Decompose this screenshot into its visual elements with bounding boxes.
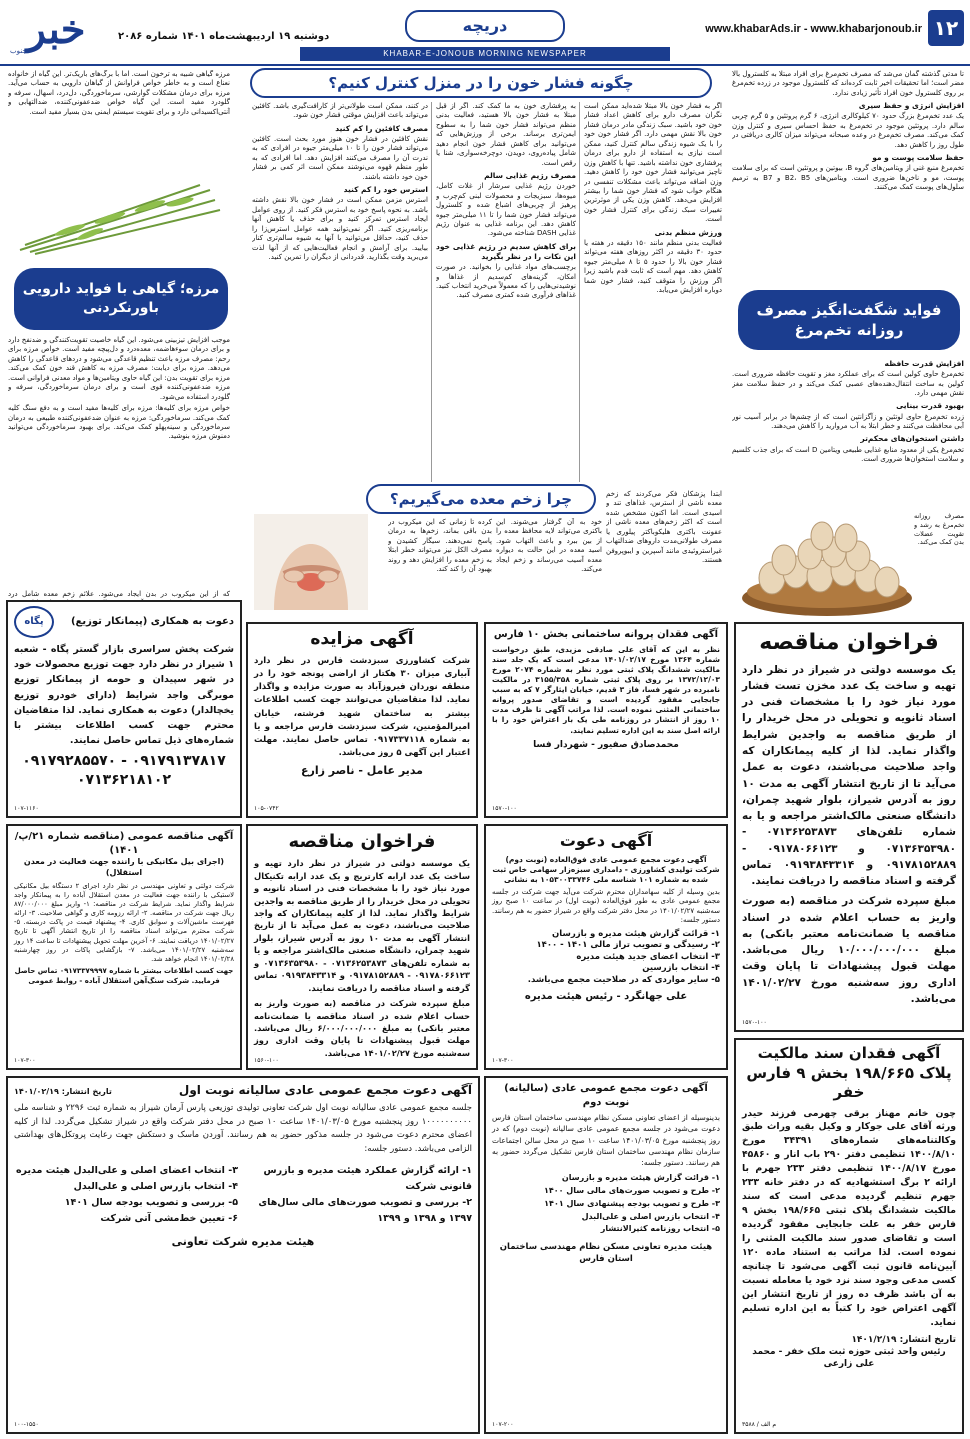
eggs-photo xyxy=(732,510,914,618)
eggs-heading-5: داشتن استخوان‌های محکم‌تر xyxy=(860,434,964,444)
lost-permit-code: ۱۵۷۰-۱۰۰ xyxy=(492,804,517,812)
bp-col2-text-b: خوردن رژیم غذایی سرشار از غلات کامل، میوه‌ها، سبزیجات و محصولات لبنی کم‌چرب و پرهیز از چربی‌های اشباع شده و کلسترول می‌تواند فشار خون شما را تا ۱۱ میلی‌متر جیوه کاهش دهد. این برنامه غذایی به عنوان رژیم غذایی DASH شناخته می‌شود. xyxy=(436,182,576,238)
bp-heading-caffeine: مصرف کافئین را کم کنید xyxy=(335,123,428,133)
bp-col2-text: به پرفشاری خون به ما کمک کند. اگر از قبل مبتلا به فشار خون بالا هستید، فعالیت بدنی منظم می‌تواند فشار خون شما را به سطوح ایمن‌تری برساند. برخی از ورزش‌هایی که می‌توانید برای کاهش فشار خون انجام دهید شامل پیاده‌روی، دویدن، دوچرخه‌سواری، شنا یا رقص است. xyxy=(436,102,576,167)
eggs-banner: فواید شگفت‌انگیز مصرف روزانه تخم‌مرغ xyxy=(738,290,960,350)
ulcer-title: چرا زخم معده می‌گیریم؟ xyxy=(366,484,596,514)
dealer-title: دعوت به همکاری (پیمانکار توزیع) xyxy=(70,616,234,628)
savory-body xyxy=(8,336,230,586)
eggs-heading-3: افزایش قدرت حافظه xyxy=(884,359,964,368)
coop-meeting-ad xyxy=(484,1076,728,1434)
issue-date: دوشنبه ۱۹ اردیبهشت‌ماه ۱۴۰۱ شماره ۲۰۸۶ xyxy=(118,31,330,42)
section-title: دریچه xyxy=(405,10,565,42)
public-tender-subtitle: (اجرای بیل مکانیکی با راننده جهت فعالیت در معدن استقلال) xyxy=(23,857,225,877)
lost-deed-date: تاریخ انتشار: ۱۴۰۱/۲/۱۹ xyxy=(851,1334,956,1345)
general-meeting-agenda xyxy=(492,929,720,986)
eggs-heading-1: افزایش انرژی و حفظ سیری xyxy=(858,101,964,111)
general-meeting-title: آگهی دعوت xyxy=(559,831,653,850)
auction-footer: مدیر عامل - ناصر زارع xyxy=(301,764,423,778)
eggs-article-bottom xyxy=(732,356,964,506)
ulcer-column-3: کرده تا زمانی که این میکروب در بدن باقی بماند، زخم‌ها به درمان پاسخ نمی‌دهند. سیگار کشیدن و مصرف الکل نیز می‌تواند خطر ابتلا به زخم معده را افزایش دهد و روند بهبود آن را کند کند. xyxy=(388,518,492,574)
tender-2-code: ۱۵۶۰-۱۰۰ xyxy=(254,1056,279,1064)
tender-1-footer: مبلغ سپرده شرکت در مناقصه (به صورت واریز به حساب اعلام شده در اسناد مناقصه یا ضمانت‌نامه معتبر بانکی) به مبلغ ۱۰/۰۰۰/۰۰۰/۰۰۰ ریال می‌باشد. مهلت قبول پیشنهادات تا پایان وقت اداری روز سه‌شنبه مورخ ۱۴۰۱/۰۲/۲۷ می‌باشد. xyxy=(742,895,956,1005)
bp-col3-text: در کنند، ممکن است طولانی‌تر از کارافت‌گیری باشد. کافئین می‌تواند باعث افزایش موقتی فشار خون شود. xyxy=(252,102,428,120)
auction-body: شرکت کشاورزی سبزدشت فارس در نظر دارد آبیاری میزان ۳۰ هکتار از اراضی پونجه خود را در منطقه نوردان فیروزآباد به صورت مزایده و واگذار نماید. لذا متقاضیان می‌توانند جهت کسب اطلاعات بیشتر به ساختمان شهید فرشته، خیابان امیرالمؤمنین، شرکت سبزدشت فارس مراجعه و یا به شماره ۰۹۱۷۳۳۷۱۱۸ تماس حاصل نمایند. مهلت اعتبار این آگهی ۵ روز می‌باشد. xyxy=(254,655,470,759)
tender-ad-1 xyxy=(734,622,964,1032)
dealer-phones[interactable]: ۰۹۱۷۹۲۸۵۵۷۰ - ۰۹۱۷۹۱۳۷۸۱۷ xyxy=(22,753,226,770)
dealer-code: ۱۰۷-۱۱۶۰ xyxy=(14,804,39,812)
lost-permit-footer: محمدصادق صفیور - شهردار فسا xyxy=(533,739,679,750)
lost-deed-ad xyxy=(734,1038,964,1434)
dealer-phone-2[interactable]: ۰۷۱۳۶۲۱۸۱۰۲ xyxy=(77,772,171,789)
agenda-item: ۴- انتخاب بازرس اصلی و علی‌البدل xyxy=(581,1211,720,1221)
tender-1-body: یک موسسه دولتی در شیراز در نظر دارد تهیه و ساخت یک عدد مخزن تست فشار مورد نیاز خود را با مشخصات فنی در اسناد ثانویه و تحویلی در محل خریدار را از طریق مناقصه به واجدین شرایط واگذار نماید. لذا از کلیه پیمانکاران که واجد صلاحیت می‌باشند، دعوت به عمل می‌آید تا از تاریخ انتشار آگهی به مدت ۱۰ روز به آدرس شیراز، بلوار شهید چمران، دانشگاه صنعتی مالک‌اشتر مراجعه و یا به شماره تلفن‌های ۰۷۱۳۶۲۵۳۸۷۳ - ۰۷۱۳۶۳۵۳۹۸۰ و ۰۹۱۷۸۰۶۶۱۲۳ - ۰۹۱۷۸۱۵۲۸۸۹ و ۰۹۱۹۳۸۴۳۳۱۴ تماس گرفته و اسناد مناقصه را دریافت نمایند. xyxy=(742,663,957,888)
agenda-item: ۳- انتخاب اعضای جدید هیئت مدیره xyxy=(576,951,720,962)
coop-meeting-body: بدینوسیله از اعضای تعاونی مسکن نظام مهندسی ساختمان استان فارس دعوت می‌شود در جلسه مجمع عمومی عادی سالیانه (نوبت دوم) که در روز پنجشنبه مورخ ۱۴۰۱/۰۳/۰۵ ساعت ۱۰ صبح در محل سالن اجتماعات سازمان نظام مهندسی ساختمان استان فارس تشکیل می‌گردد حضور به هم رسانند. دستور جلسه: xyxy=(492,1113,720,1167)
savory-intro: مرزه گیاهی شبیه به ترخون است. اما با برگ‌های باریک‌تر. این گیاه از خانواده نعناع است و به خاطر خواص فراوانش از گیاهان دارویی به حساب می‌آید. مرزه برای درمان مشکلات گوارشی، سرماخوردگی، دل‌درد، اسهال، سرفه و گلودرد مفید است. این گیاه خواص ضدعفونی‌کننده، ضدالتهابی و آنتی‌اکسیدانی دارد و برای تقویت سیستم ایمنی بدن بسیار مفید است. xyxy=(8,70,230,116)
ulcer-column-1: ابتدا پزشکان فکر می‌کردند که زخم معده ناشی از استرس، غذاهای تند و اسیدی است. اما اکنون مشخص شده است که اکثر زخم‌های معده ناشی از عفونت باکتری هلیکوباکتر پیلوری یا مصرف طولانی‌مدت داروهای ضدالتهاب غیراستروئیدی مانند آسپرین و ایبوپروفن هستند. xyxy=(606,490,722,565)
auction-code: ۱۰۵-۰۷۴۲ xyxy=(254,804,279,812)
logo-subtitle: جنوب xyxy=(10,46,27,55)
ulcer-column-2: خود به آن گرفتار می‌شوند. این باکتری می‌تواند لایه محافظ معده را از بین ببرد و باعث التهاب شود. اسید معده در این حالت به دیواره معده آسیب می‌رساند و زخم ایجاد می‌کند. xyxy=(496,518,602,574)
bp-column-2 xyxy=(436,102,576,486)
dealer-body: شرکت پخش سراسری بازار گستر پگاه - شعبه ۱ شیراز در نظر دارد جهت توزیع محصولات خود در شهر سپیدان و حومه از پیمانکار توزیع مویرگی واجد شرایط (دارای خودرو توزیع یخچالدار) دعوت به همکاری نماید. لذا متقاضیان محترم جهت کسب اطلاعات بیشتر با شماره‌های ذیل تماس حاصل نمایند. xyxy=(14,644,234,747)
eggs-para-5: تخم‌مرغ یکی از معدود منابع غذایی طبیعی ویتامین D است که برای جذب کلسیم و سلامت استخوان‌ها ضروری است. xyxy=(732,445,964,463)
agenda-item: ۵- بررسی و تصویب بودجه سال ۱۴۰۱ xyxy=(64,1196,238,1208)
bp-col3-text-c: استرس مزمن ممکن است در فشار خون بالا نقش داشته باشد. به نحوه پاسخ خود به استرس فکر کنید. از روی عوامل ایجاد استرس تمرکز کنید و برای حذف یا کاهش آنها برنامه‌ریزی کنید. اگر نمی‌توانید همه عوامل استرس‌زا را حذف کنید، حداقل می‌توانید با آنها به شیوه سالم‌تری کنار بیایید. برای آرامش و انجام فعالیت‌هایی که از آنها لذت می‌برید وقت بگذارید. قدردانی از دیگران را تمرین کنید. xyxy=(252,196,428,261)
tender-2-body: یک موسسه دولتی در شیراز در نظر دارد تهیه و ساخت یک عدد ارابه کارتریج و یک عدد ارابه تکنیکال مورد نیاز خود را با مشخصات فنی در اسناد ثانویه و تحویلی در محل خریدار را از طریق مناقصه به واجدین شرایط واگذار نماید. لذا از کلیه پیمانکاران که واجد صلاحیت می‌باشند، دعوت به عمل می‌آید تا از تاریخ انتشار آگهی به مدت ۱۰ روز به آدرس شیراز، بلوار شهید چمران، دانشگاه صنعتی مالک‌اشتر مراجعه و یا به شماره تلفن‌های ۰۷۱۳۶۲۵۳۸۷۳ - ۰۷۱۳۶۳۵۳۹۸۰ و ۰۹۱۷۸۰۶۶۱۲۳ - ۰۹۱۷۸۱۵۲۸۸۹ و ۰۹۱۹۳۸۴۳۳۱۴ تماس گرفته و اسناد مناقصه را دریافت نمایند. xyxy=(253,858,470,993)
lost-deed-title: آگهی فقدان سند مالکیت پلاک ۱۹۸/۶۶۵ بخش ۹ فارس خفر xyxy=(746,1044,952,1101)
auction-title: آگهی مزایده xyxy=(310,629,414,649)
lost-permit-title: آگهی فقدان پروانه ساختمانی بخش ۱۰ فارس xyxy=(493,629,719,640)
agenda-item: ۲- طرح و تصویب صورت‌های مالی سال ۱۴۰۰ xyxy=(543,1186,720,1196)
eggs-heading-2: حفظ سلامت پوست و مو xyxy=(872,153,964,163)
eggs-para-4: زرده تخم‌مرغ حاوی لوتئین و زآگزانتین است که از چشم‌ها در برابر آسیب نور آبی محافظت می‌کنند و خطر ابتلا به آب مروارید را کاهش می‌دهند. xyxy=(732,412,964,430)
annual-meeting-ad xyxy=(6,1076,480,1434)
agenda-item: ۱- قرائت گزارش هیئت مدیره و بازرسان xyxy=(552,928,720,939)
lost-deed-footer: رئیس واحد ثبتی حوزه ثبت ملک خفر - محمد علی زارعی xyxy=(752,1346,946,1369)
agenda-item: ۵- سایر مواردی که در صلاحیت مجمع می‌باشد. xyxy=(527,974,720,985)
tender-2-footer: مبلغ سپرده شرکت در مناقصه (به صورت واریز به حساب اعلام شده در اسناد مناقصه یا ضمانت‌نامه معتبر بانکی) به مبلغ ۶/۰۰۰/۰۰۰/۰۰۰ ریال می‌باشد. مهلت قبول پیشنهادات تا پایان وقت اداری روز سه‌شنبه مورخ ۱۴۰۱/۰۲/۲۷ می‌باشد. xyxy=(254,998,470,1058)
herb-photo xyxy=(10,180,228,260)
eggs-para-2: تخم‌مرغ منبع غنی از ویتامین‌های گروه B، بیوتین و پروتئین است که برای سلامت پوست، مو و ناخن‌ها ضروری است. ویتامین‌های B2، B5 و B7 به ترمیم سلول‌های پوست کمک می‌کنند. xyxy=(732,164,964,192)
agenda-item: ۲- رسیدگی و تصویب تراز مالی ۱۴۰۱ - ۱۴۰۰ xyxy=(536,940,720,951)
agenda-item: ۴- انتخاب بازرسین xyxy=(642,963,720,974)
general-meeting-body: بدین وسیله از کلیه سهامداران محترم شرکت می‌آید جهت شرکت در جلسه مجمع عمومی عادی به طور فوق‌العاده (نوبت اول) در ساعت ۱۰ صبح روز سه‌شنبه ۱۴۰۱/۰۲/۲۷ در محل دفتر شرکت واقع در شیراز حضور به هم رسانند. دستور جلسه: xyxy=(492,887,721,925)
annual-meeting-agenda xyxy=(14,1163,472,1228)
eggs-heading-4: بهبود قدرت بینایی xyxy=(896,401,964,411)
public-tender-code: ۱۰۷-۳۰۰ xyxy=(14,1056,36,1064)
coop-meeting-footer: هیئت مدیره تعاونی مسکن نظام مهندسی ساختمان استان فارس xyxy=(499,1242,713,1264)
savory-banner: مرزه؛ گیاهی با فواید دارویی باورنکردنی xyxy=(14,268,228,330)
general-meeting-code: ۱۰۷-۳۰۰ xyxy=(492,1056,514,1064)
annual-meeting-footer: هیئت مدیره شرکت تعاونی xyxy=(171,1235,315,1249)
masthead xyxy=(0,0,970,66)
general-meeting-subtitle: آگهی دعوت مجمع عمومی عادی فوق‌العاده (نوبت دوم) شرکت تولیدی کشاورزی - دامداری سبزه‌زار سهامی خاص ثبت شده به شماره ۱۰۱ شناسه ملی ۱۰۵۳۰۰۳۳۷۴۶ به نشانی xyxy=(492,854,720,884)
eggs-para-1: یک عدد تخم‌مرغ بزرگ حدود ۷۰ کیلوکالری انرژی، ۶ گرم پروتئین و ۵ گرم چربی سالم دارد. پروتئین موجود در تخم‌مرغ به حفظ احساس سیری و کنترل وزن کمک می‌کند. مصرف تخم‌مرغ در وعده صبحانه می‌تواند میزان کالری دریافتی در طول روز را کاهش دهد. xyxy=(732,112,964,149)
general-meeting-ad xyxy=(484,824,728,1070)
annual-meeting-body: جلسه مجمع عمومی عادی سالیانه نوبت اول شرکت تعاونی تولیدی توزیعی پارس آرمان شیراز به شماره ثبت ۲۲۹۶ و شناسه ملی ۱۰۰۰۰۰۰۰۰۰۰ روز پنجشنبه مورخ ۱۴۰۱/۰۳/۰۵ ساعت ۱۰ صبح در محل دفتر شرکت واقع در شیراز تشکیل می‌گردد. لذا از کلیه اعضای محترم دعوت می‌شود در جلسه مذکور حضور به هم رسانند. آوردن ماسک و دستکش جهت رعایت پروتکل‌های بهداشتی الزامی می‌باشد. دستور جلسه: xyxy=(14,1103,472,1154)
public-tender-footer: جهت کسب اطلاعات بیشتر با شماره ۰۹۱۷۳۳۷۹۹۹۷ تماس حاصل فرمایید. شرکت سنگ‌آهن استقلال آباده - روابط عمومی xyxy=(14,967,234,985)
annual-meeting-title: آگهی دعوت مجمع عمومی عادی سالیانه نوبت اول xyxy=(178,1083,472,1097)
lost-permit-body: نظر به این که آقای علی صادقی مزیدی، طبق درخواست شماره ۱۳۶۴ مورخ ۱۴۰۱/۰۲/۱۷ مدعی است که یک جلد سند مالکیت ششدانگ پلاک ثبتی مورد نظر به شماره ۲۰۷۴ مورخ ۱۳۷۲/۱۲/۰۳ بر روی پلاک ثبتی شماره ۳۱۵۵/۳۵۸ در مالکیت نامبرده در شهر فسا، فاز ۳ قدیم، خیابان ایثارگر ۷ که به سبب جابجایی مفقود گردیده است و تقاضای صدور پروانه ساختمانی المثنی نموده است. لذا مراتب آگهی تا ظرف مدت ۱۰ روز از انتشار در روزنامه طی یک بار اعتراض خود را با ارائه اصل سند به این اداره تسلیم نمایند. xyxy=(492,644,720,735)
lost-deed-body: چون خانم مهناز برقی چهرمی فرزند حیدر ورثه آقای علی جوکار و وکیل بقیه وراث طبق وکالتنامه‌های شماره‌های ۳۴۳۹۱ مورخ ۱۴۰۰/۸/۱۰ تنظیمی دفتر ۲۹۰ باب انار و ۴۵۸۶۰ مورخ ۱۴۰۰/۸/۱۷ تنظیمی دفتر ۲۳۳ جهرم با ارائه ۲ برگ استشهادیه که در دفتر خانه ۲۳۳ جهرم تنظیم گردیده مدعی است که سند مالکیت ششدانگ پلاک ثبتی ۱۹۸/۶۶۵ بخش ۹ فارس خفر به علت جابجایی مفقود گردیده است و تقاضای صدور سند مالکیت المثنی را نموده است. لذا مراتب به استناد ماده ۱۲۰ آیین‌نامه قانون ثبت آگهی می‌شود تا چنانچه کسی مدعی وجود سند نزد خود یا معامله نسبت به آن باشد ظرف ده روز از تاریخ انتشار این آگهی اعتراض خود را کتباً به این اداره تسلیم نماید. xyxy=(742,1107,956,1328)
agenda-item: ۲- بررسی و تصویب صورت‌های مالی سال‌های ۱۳۹۷ و ۱۳۹۸ و ۱۳۹۹ xyxy=(258,1196,472,1224)
agenda-item: ۶- تعیین خط‌مشی آتی شرکت xyxy=(100,1212,238,1224)
coop-meeting-code: ۱۰۷-۲۰۰ xyxy=(492,1420,514,1428)
lost-deed-code: ۳۵۸۸ / م الف xyxy=(742,1420,777,1428)
public-tender-body: شرکت دولتی و تعاونی مهندسی در نظر دارد اجرای ۲ دستگاه بیل مکانیکی لاستیکی با راننده جهت فعالیت در معدن استقلال آباده را به پیمانکار واجد شرایط واگذار نماید. شرایط شرکت در مناقصه: ۱- واریز مبلغ ۸۷/۰۰۰/۰۰۰ ریال جهت شرکت در مناقصه. ۲- ارائه رزومه کاری و گواهی صلاحیت. ۳- ارائه فهرست ماشین‌آلات و سوابق کاری. ۴- پیشنهاد قیمت در پاکت دربسته. ۵- شرکت محترم می‌تواند اسناد مناقصه را از تاریخ انتشار آگهی تا تاریخ ۱۴۰۱/۰۲/۲۷ دریافت نمایند. ۶- آخرین مهلت تحویل پیشنهادات تا ساعت ۱۴ روز سه‌شنبه ۱۴۰۱/۰۲/۲۷ می‌باشد. ۷- بازگشایی پاکات در روز چهارشنبه ۱۴۰۱/۰۲/۲۸ انجام خواهد شد. xyxy=(14,881,235,963)
eggs-caption: مصرف روزانه تخم‌مرغ به رشد و تقویت عضلات بدن کمک می‌کند. xyxy=(914,512,964,547)
bp-heading-stress: استرس خود را کم کنید xyxy=(343,185,428,195)
savory-body-2: خواص مرزه برای کلیه‌ها: مرزه برای کلیه‌ها مفید است و به دفع سنگ کلیه کمک می‌کند. سرماخوردگی: مرزه به عنوان ضدعفونی‌کننده طبیعی به درمان سرماخوردگی و سینه‌پهلو کمک می‌کند. برای بهبود سرماخوردگی می‌توانید دمنوش مرزه بنوشید. xyxy=(8,404,230,441)
agenda-item: ۱- ارائه گزارش عملکرد هیئت مدیره و بازرس قانونی شرکت xyxy=(263,1164,472,1192)
bp-col1-text-b: فعالیت بدنی منظم مانند ۱۵۰ دقیقه در هفته یا حدود ۳۰ دقیقه در اکثر روزهای هفته می‌تواند فشار خون بالا را حدود ۵ تا ۸ میلی‌متر جیوه کاهش دهد. مهم است که ثابت قدم باشید زیرا اگر ورزش را متوقف کنید، فشار خون شما دوباره افزایش می‌یابد. xyxy=(584,238,722,294)
general-meeting-footer: علی جهانگرد - رئیس هیئت مدیره xyxy=(524,991,688,1003)
newspaper-logo xyxy=(8,4,104,58)
pegah-logo: پگاه xyxy=(14,606,54,638)
eggs-para-3: تخم‌مرغ حاوی کولین است که برای عملکرد مغز و تقویت حافظه ضروری است. کولین به ساخت انتقال‌دهنده‌های عصبی کمک می‌کند و در حفظ سلامت مغز نقش مهمی دارد. xyxy=(732,370,964,397)
tender-1-code: ۱۵۷۰-۱۰۰ xyxy=(742,1018,767,1026)
bp-col1-text: اگر به فشار خون بالا مبتلا شده‌اید ممکن است نگران مصرف دارو برای کاهش اعداد فشار خون خود باشید. سبک زندگی مادر درمان فشار خون بالا نقش مهمی دارد. اگر فشار خون خود را با یک شیوه زندگی سالم کنترل کنید، ممکن است نیازی به استفاده از دارو برای درمان پرفشاری خون نداشته باشید. تنها با کاهش وزن ناچیز می‌توانید فشار خون خود را کاهش دهید. وزن اضافه می‌تواند باعث مشکلات تنفسی در هنگام خواب شود که فشار خون شما را بیشتر افزایش می‌دهد. کاهش وزن یکی از موثرترین تغییرات سبک زندگی برای کنترل فشار خون است. xyxy=(584,102,722,224)
savory-body-1: موجب افزایش تیزبینی می‌شود. این گیاه خاصیت تقویت‌کنندگی و ضدنفخ دارد و برای درمان سوءهاضمه، معده‌درد و دل‌پیچه مفید است. خواص مرزه برای رحم: مصرف مرزه باعث تنظیم قاعدگی می‌شود و دردهای قاعدگی را کاهش می‌دهد. مرزه برای دیابت: مصرف مرزه به کاهش قند خون کمک می‌کند. مرزه برای تقویت بدن: این گیاه حاوی ویتامین‌ها و مواد معدنی فراوانی است. مرزه ضدعفونی‌کننده قوی است و برای درمان سرماخوردگی، سرفه و گلودرد استفاده می‌شود. xyxy=(8,336,230,401)
ulcer-column-4: که از این میکروب در بدن ایجاد می‌شود. علائم زخم معده شامل درد xyxy=(8,590,230,598)
bp-col2-text-c: برچسب‌های مواد غذایی را بخوانید. در صورت امکان، گزینه‌های کم‌سدیم از غذاها و نوشیدنی‌هایی را که معمولاً می‌خرید انتخاب کنید. غذاهای فرآوری شده کمتری مصرف کنید. xyxy=(436,263,576,300)
agenda-item: ۱- قرائت گزارش هیئت مدیره و بازرسان xyxy=(561,1173,720,1183)
dealer-ad xyxy=(6,600,242,818)
auction-ad xyxy=(246,622,478,818)
agenda-item: ۴- انتخاب بازرس اصلی و علی‌البدل xyxy=(73,1180,238,1192)
agenda-item: ۳- طرح و تصویب بودجه پیشنهادی سال ۱۴۰۱ xyxy=(544,1198,720,1208)
annual-meeting-date: تاریخ انتشار: ۱۴۰۱/۰۲/۱۹ xyxy=(14,1087,112,1096)
stomach-photo xyxy=(254,514,368,610)
eggs-intro: تا مدتی گذشته گمان می‌شد که مصرف تخم‌مرغ برای افراد مبتلا به کلسترول بالا مضر است؛ اما تحقیقات اخیر ثابت کرده‌اند که کلسترول موجود در زرده تخم‌مرغ بر روی کلسترول خون افراد تأثیر زیادی ندارد. xyxy=(732,70,964,97)
bp-column-3 xyxy=(252,102,428,486)
tender-ad-2 xyxy=(246,824,478,1070)
coop-meeting-agenda xyxy=(492,1172,720,1236)
bp-heading-diet: مصرف رژیم غذایی سالم xyxy=(484,171,576,181)
tagline: KHABAR-E-JONOUB MORNING NEWSPAPER xyxy=(300,47,670,61)
bp-col3-text-b: نقش کافئین در فشار خون هنوز مورد بحث است. کافئین می‌تواند فشار خون را تا ۱۰ میلی‌متر جیوه در افرادی که به ندرت آن را مصرف می‌کنند افزایش دهد. اما افرادی که به طور منظم قهوه می‌نوشند ممکن است اثر کمی بر فشار خون خود داشته باشند. xyxy=(252,135,428,181)
tender-1-title: فراخوان مناقصه xyxy=(759,630,939,655)
bp-column-1 xyxy=(584,102,722,486)
agenda-item: ۳- انتخاب اعضای اصلی و علی‌البدل هیئت مدیره xyxy=(15,1164,238,1176)
lost-permit-ad xyxy=(484,622,728,818)
agenda-item: ۵- انتخاب روزنامه کثیرالانتشار xyxy=(600,1224,720,1234)
public-tender-title: آگهی مناقصه عمومی (مناقصه شماره ۲۱/پ/۱۴۰۱) xyxy=(14,831,234,856)
bp-heading-sodium: برای کاهش سدیم در رژیم غذایی خود این نکات را در نظر بگیرید xyxy=(436,241,576,261)
public-tender-ad xyxy=(6,824,242,1070)
bp-heading-exercise: ورزش منظم بدنی xyxy=(654,227,722,237)
annual-meeting-code: ۱۰۰-۱۵۵۰ xyxy=(14,1420,39,1428)
site-urls[interactable]: www.khabarAds.ir - www.khabarjonoub.ir xyxy=(705,23,922,35)
tender-2-title: فراخوان مناقصه xyxy=(288,831,436,852)
logo-text: خبر xyxy=(26,6,86,53)
page-number: ۱۲ xyxy=(928,10,964,46)
blood-pressure-title: چگونه فشار خون را در منزل کنترل کنیم؟ xyxy=(250,68,712,98)
coop-meeting-title: آگهی دعوت مجمع عمومی عادی (سالیانه) نوبت دوم xyxy=(504,1083,708,1108)
